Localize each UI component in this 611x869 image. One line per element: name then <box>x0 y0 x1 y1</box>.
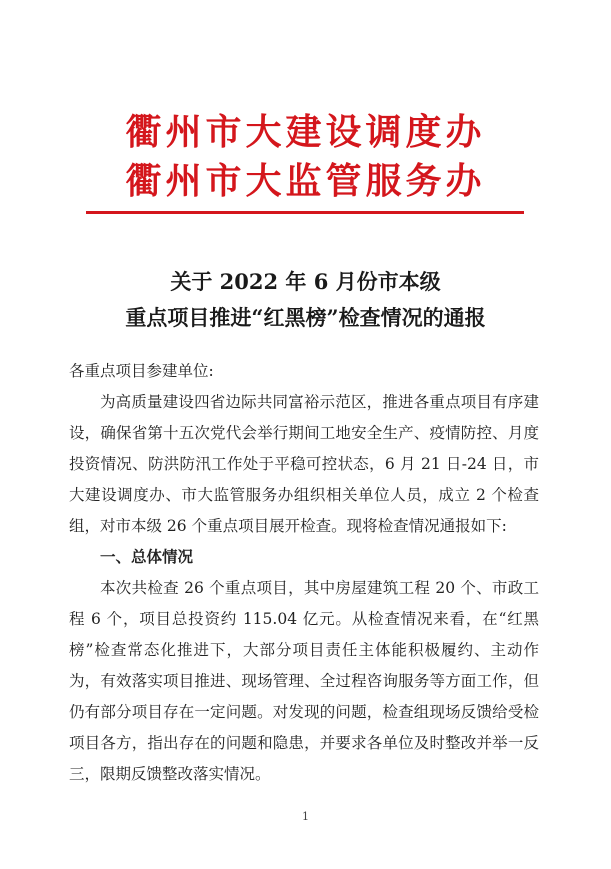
section-heading: 一、总体情况 <box>100 548 194 566</box>
document-title-line-1: 关于 2022 年 6 月份市本级 <box>170 269 441 294</box>
red-divider-line <box>86 211 524 214</box>
document-title-line-2: 重点项目推进“红黑榜”检查情况的通报 <box>125 305 486 330</box>
document-body <box>69 356 539 790</box>
issuing-org-line-2: 衢州市大监管服务办 <box>125 161 486 202</box>
intro-paragraph: 为高质量建设四省边际共同富裕示范区，推进各重点项目有序建设，确保省第十五次党代会举行期间工地安全生产、疫情防控、月度投资情况、防洪防汛工作处于平稳可控状态，6 月 21 日-24 日，市大建设调度办、市大监管服务办组织相关单位人员，成立 2 个检查组，对市本级 26 个重点项目展开检查。现将检查情况通报如下: <box>69 393 539 535</box>
salutation: 各重点项目参建单位: <box>69 362 214 380</box>
page-number: 1 <box>302 810 309 823</box>
section-paragraph: 本次共检查 26 个重点项目，其中房屋建筑工程 20 个、市政工程 6 个，项目总投资约 115.04 亿元。从检查情况来看，在“红黑榜”检查常态化推进下，大部分项目责任主体能积极履约、主动作为，有效落实项目推进、现场管理、全过程咨询服务等方面工作，但仍有部分项目存在一定问题。对发现的问题，检查组现场反馈给受检项目各方，指出存在的问题和隐患，并要求各单位及时整改并举一反三，限期反馈整改落实情况。 <box>69 579 539 783</box>
issuing-org-line-1: 衢州市大建设调度办 <box>125 112 486 153</box>
